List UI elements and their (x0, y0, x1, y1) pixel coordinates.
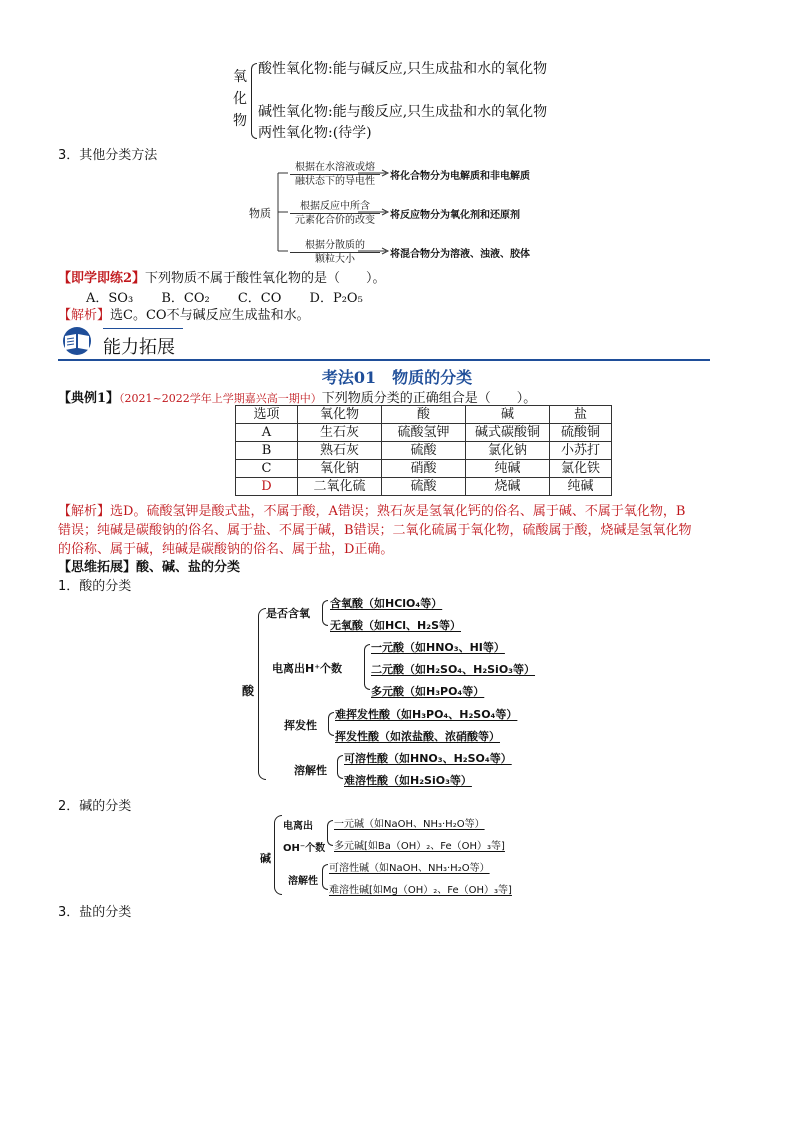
practice2-option: D．P₂O₅ (309, 291, 363, 306)
table-cell: 氯化铁 (550, 460, 612, 478)
example1-question-line (58, 387, 536, 406)
example1-answer-line-2: 错误；纯碱是碳酸钠的俗名、属于盐、不属于碱，B错误；二氧化硫属于氧化物，硫酸属于酸，烧碱是氢氧化物 (58, 523, 692, 538)
oxide-label-char: 物 (233, 113, 247, 129)
base-item: 可溶性碱（如NaOH、NH₃·H₂O等） (329, 863, 490, 874)
table-cell: D (236, 478, 298, 496)
thinking-title: 酸、碱、盐的分类 (136, 560, 241, 575)
acid-item: 难挥发性酸（如H₃PO₄、H₂SO₄等） (335, 708, 518, 721)
table-cell: 硝酸 (382, 460, 466, 478)
table-header: 碱 (466, 406, 550, 424)
example1-tag: 【典例1】 (58, 391, 120, 406)
example1-source: （2021~2022学年上学期嘉兴高一期中） (119, 392, 322, 405)
table-cell: B (236, 442, 298, 460)
acid-group-oxygen-label: 是否含氧 (266, 607, 310, 620)
table-row (236, 424, 612, 442)
table-cell: 小苏打 (550, 442, 612, 460)
acid-heading: 1．酸的分类 (58, 579, 132, 594)
base-root: 碱 (260, 852, 271, 865)
table-cell: 烧碱 (466, 478, 550, 496)
table-header: 选项 (236, 406, 298, 424)
method-basis-3: 根据分散质的 颗粒大小 (290, 239, 380, 266)
table-cell: 硫酸 (382, 478, 466, 496)
table-cell: 硫酸 (382, 442, 466, 460)
example1-answer-text: 选D。硫酸氢钾是酸式盐，不属于酸，A错误；熟石灰是氢氧化钙的俗名、属于碱、不属于氧化物，B (110, 504, 686, 519)
table-cell: 生石灰 (298, 424, 382, 442)
section-title: 能力拓展 (103, 337, 175, 358)
practice2-tag: 【即学即练2】 (58, 271, 146, 286)
acid-group-oxygen-brace (322, 600, 328, 626)
table-cell: 纯碱 (466, 460, 550, 478)
book-icon (58, 326, 96, 356)
table-cell: 氯化钠 (466, 442, 550, 460)
table-row (236, 442, 612, 460)
example1-answer-tag: 【解析】 (58, 504, 111, 519)
practice2-answer-tag: 【解析】 (58, 308, 111, 323)
oxide-basic: 碱性氧化物:能与酸反应,只生成盐和水的氧化物 (258, 104, 548, 120)
table-header: 酸 (382, 406, 466, 424)
method-result-1: 将化合物分为电解质和非电解质 (390, 171, 530, 182)
section-rule-top (103, 328, 183, 329)
practice2-option: A．SO₃ (86, 291, 134, 306)
acid-group-solubility-brace (337, 755, 343, 779)
oxide-acidic: 酸性氧化物:能与碱反应,只生成盐和水的氧化物 (258, 61, 548, 77)
oxide-label-char: 化 (233, 91, 247, 107)
acid-item: 挥发性酸（如浓盐酸、浓硝酸等） (335, 730, 500, 743)
acid-item: 一元酸（如HNO₃、HI等） (371, 641, 505, 654)
table-cell: 硫酸铜 (550, 424, 612, 442)
table-row (236, 460, 612, 478)
acid-item: 无氧酸（如HCl、H₂S等） (330, 619, 461, 632)
acid-item: 多元酸（如H₃PO₄等） (371, 685, 485, 698)
salt-heading: 3．盐的分类 (58, 905, 132, 920)
table-cell: 硫酸氢钾 (382, 424, 466, 442)
base-group-solubility-brace (322, 864, 328, 890)
practice2-question: 下列物质不属于酸性氧化物的是（ ）。 (145, 271, 386, 286)
table-cell: C (236, 460, 298, 478)
acid-item: 难溶性酸（如H₂SiO₃等） (344, 774, 472, 787)
table-header-row (236, 406, 612, 424)
base-main-brace (274, 815, 282, 895)
method-result-3: 将混合物分为溶液、浊液、胶体 (390, 249, 530, 260)
acid-main-brace (258, 608, 266, 780)
thinking-tag: 【思维拓展】 (58, 560, 137, 575)
methods-root: 物质 (249, 207, 271, 220)
classification-table (235, 405, 612, 496)
base-heading: 2．碱的分类 (58, 799, 132, 814)
base-item: 难溶性碱[如Mg（OH）₂、Fe（OH）₃等] (329, 885, 512, 896)
table-header: 氧化物 (298, 406, 382, 424)
table-cell: 氧化钠 (298, 460, 382, 478)
base-item: 一元碱（如NaOH、NH₃·H₂O等） (334, 819, 485, 830)
table-cell: 熟石灰 (298, 442, 382, 460)
method-basis-1: 根据在水溶液或熔 融状态下的导电性 (290, 161, 380, 188)
method-result-2: 将反应物分为氧化剂和还原剂 (390, 210, 520, 221)
table-header: 盐 (550, 406, 612, 424)
method-basis-2: 根据反应中所含 元素化合价的改变 (290, 200, 380, 227)
table-cell: 纯碱 (550, 478, 612, 496)
acid-group-volatility-label: 挥发性 (284, 719, 317, 732)
section-icon (58, 326, 96, 356)
table-row (236, 478, 612, 496)
base-group-solubility-label: 溶解性 (288, 876, 318, 887)
thinking-line (58, 556, 240, 575)
oxide-amphoteric: 两性氧化物:(待学) (258, 125, 372, 141)
acid-group-hion-brace (364, 644, 370, 690)
table-cell: A (236, 424, 298, 442)
base-item: 多元碱[如Ba（OH）₂、Fe（OH）₃等] (334, 841, 505, 852)
example1-answer-line-1 (58, 500, 685, 519)
acid-group-solubility-label: 溶解性 (294, 764, 327, 777)
acid-item: 含氧酸（如HClO₄等） (330, 597, 443, 610)
practice2-answer-line (58, 304, 310, 323)
oxide-label-char: 氧 (233, 69, 247, 85)
practice2-question-line (58, 267, 386, 286)
practice2-option: B．CO₂ (161, 291, 210, 306)
other-methods-heading: 3．其他分类方法 (58, 148, 158, 163)
section-rule (58, 359, 710, 361)
method-title: 考法01 物质的分类 (321, 368, 473, 387)
table-cell: 二氧化硫 (298, 478, 382, 496)
acid-item: 二元酸（如H₂SO₄、H₂SiO₃等） (371, 663, 536, 676)
acid-group-hion-label: 电离出H⁺个数 (272, 662, 343, 675)
oxide-label (233, 66, 249, 132)
practice2-option: C．CO (237, 291, 282, 306)
acid-root: 酸 (242, 684, 255, 698)
practice2-answer: 选C。CO不与碱反应生成盐和水。 (110, 308, 310, 323)
oxide-brace (251, 63, 257, 139)
base-group-oh-label: 电离出 OH⁻个数 (283, 821, 326, 854)
example1-question: 下列物质分类的正确组合是（ ）。 (321, 391, 537, 406)
acid-item: 可溶性酸（如HNO₃、H₂SO₄等） (344, 752, 512, 765)
example1-answer-line-3: 的俗称、属于碱，纯碱是碳酸钠的俗名、属于盐，D正确。 (58, 542, 394, 557)
base-group-oh-brace (327, 820, 333, 846)
acid-group-volatility-brace (328, 712, 334, 736)
table-cell: 碱式碳酸铜 (466, 424, 550, 442)
